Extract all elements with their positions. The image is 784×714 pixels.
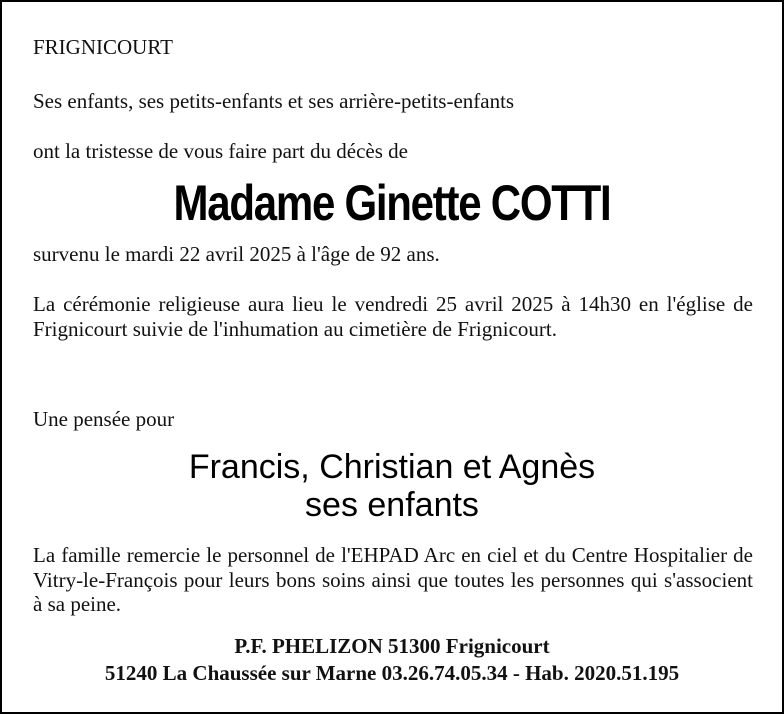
family-intro-line: Ses enfants, ses petits-enfants et ses arrière-petits-enfants (33, 89, 515, 113)
funeral-home-address: 51240 La Chaussée sur Marne 03.26.74.05.34 - Hab. 2020.51.195 (104, 661, 680, 685)
deceased-name: Madame Ginette COTTI (173, 175, 611, 231)
funeral-home-name: P.F. PHELIZON 51300 Frignicourt (234, 634, 550, 658)
town-heading: FRIGNICOURT (33, 35, 173, 59)
thought-names: Francis, Christian et Agnès (188, 448, 596, 486)
death-date-line: survenu le mardi 22 avril 2025 à l'âge de 92 ans. (33, 242, 440, 266)
thanks-paragraph: La famille remercie le personnel de l'EHPAD Arc en ciel et du Centre Hospitalier de Vitry-le-François pour leurs bons soins ainsi que toutes les personnes qui s'associent à sa peine. (33, 543, 753, 616)
thought-intro: Une pensée pour (33, 407, 175, 431)
thought-relation: ses enfants (305, 486, 479, 524)
announcement-line: ont la tristesse de vous faire part du décès de (33, 139, 408, 163)
ceremony-paragraph: La cérémonie religieuse aura lieu le vendredi 25 avril 2025 à 14h30 en l'église de Frignicourt suivie de l'inhumation au cimetière de Frignicourt. (33, 292, 753, 341)
